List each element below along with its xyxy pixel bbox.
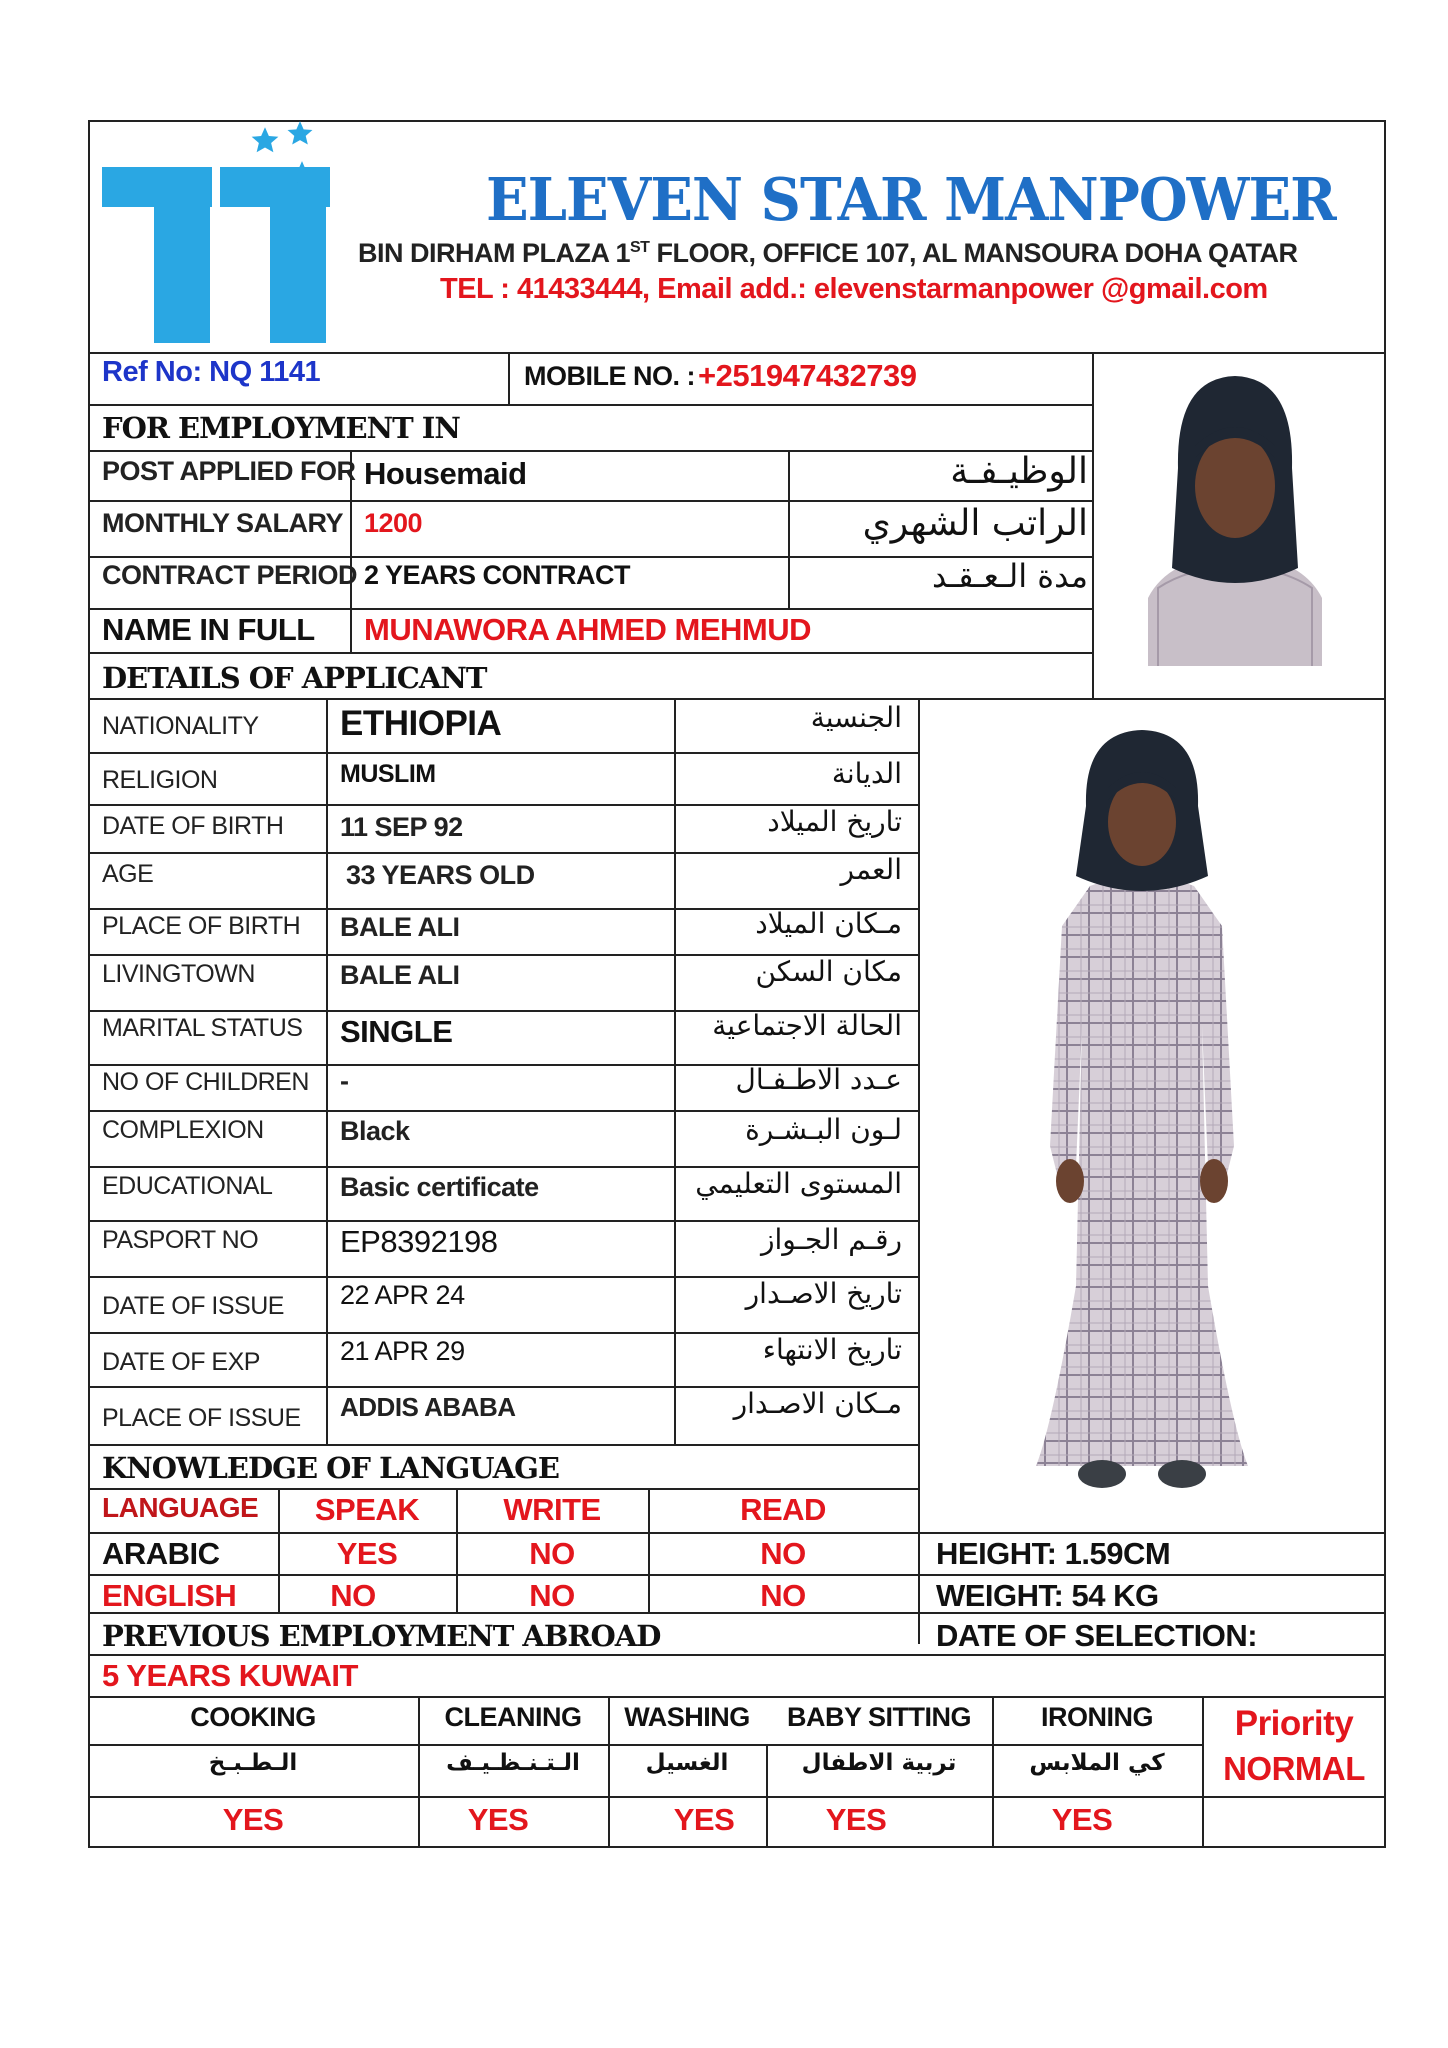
language-section-title: KNOWLEDGE OF LANGUAGE	[102, 1451, 560, 1485]
nationality-arabic: الجنسية	[810, 701, 902, 734]
ref-number: Ref No: NQ 1141	[102, 356, 321, 388]
skill-washing-value: YES	[673, 1802, 735, 1837]
educational-value: Basic certificate	[340, 1172, 539, 1202]
livingtown-value: BALE ALI	[340, 960, 460, 990]
post-applied-label: POST APPLIED FOR	[102, 456, 356, 486]
date-of-selection-label: DATE OF SELECTION:	[936, 1618, 1258, 1653]
skill-cleaning-label: CLEANING	[444, 1702, 582, 1732]
speak-header: SPEAK	[314, 1492, 420, 1527]
star-icon	[286, 120, 314, 153]
date-of-birth-label: DATE OF BIRTH	[102, 812, 284, 840]
age-value: 33 YEARS OLD	[346, 860, 535, 890]
skill-babysitting-value: YES	[825, 1802, 887, 1837]
mobile-label: MOBILE NO. :	[524, 361, 695, 391]
company-contact: TEL : 41433444, Email add.: elevenstarmanpower @gmail.com	[440, 273, 1268, 305]
skill-babysitting-label: BABY SITTING	[786, 1702, 971, 1732]
skill-ironing-arabic: كي الملابس	[1029, 1750, 1165, 1776]
nationality-value: ETHIOPIA	[340, 704, 502, 743]
date-of-issue-value: 22 APR 24	[340, 1280, 465, 1310]
passport-arabic: رقـم الجـواز	[761, 1223, 902, 1256]
contract-period-value: 2 YEARS CONTRACT	[364, 560, 631, 590]
date-of-birth-value: 11 SEP 92	[340, 812, 463, 842]
company-address: BIN DIRHAM PLAZA 1ST FLOOR, OFFICE 107, AL MANSOURA DOHA QATAR	[358, 238, 1298, 268]
language-arabic-read: NO	[760, 1536, 806, 1571]
skill-cooking-arabic: الـطـبـخ	[208, 1750, 298, 1776]
weight-value: WEIGHT: 54 KG	[936, 1578, 1159, 1613]
skill-ironing-label: IRONING	[1040, 1702, 1153, 1732]
skill-cleaning-value: YES	[467, 1802, 529, 1837]
marital-status-label: MARITAL STATUS	[102, 1014, 303, 1042]
language-english-name: ENGLISH	[102, 1578, 237, 1613]
children-arabic: عـدد الاطـفـال	[735, 1063, 902, 1096]
educational-label: EDUCATIONAL	[102, 1172, 273, 1200]
mobile-value: +251947432739	[698, 358, 917, 393]
language-arabic-write: NO	[529, 1536, 575, 1571]
date-of-issue-arabic: تاريخ الاصـدار	[745, 1277, 902, 1310]
date-of-issue-label: DATE OF ISSUE	[102, 1292, 284, 1320]
age-label: AGE	[102, 860, 154, 888]
age-arabic: العمر	[840, 853, 902, 886]
contract-period-arabic: مدة الـعـقـد	[931, 557, 1088, 595]
contract-period-label: CONTRACT PERIOD	[102, 560, 357, 590]
language-english-speak: NO	[330, 1578, 376, 1613]
language-english-read: NO	[760, 1578, 806, 1613]
skill-cooking-value: YES	[222, 1802, 284, 1837]
employment-section-title: FOR EMPLOYMENT IN	[102, 411, 460, 445]
priority-value: NORMAL	[1223, 1750, 1365, 1787]
previous-employment-value: 5 YEARS KUWAIT	[102, 1658, 358, 1693]
livingtown-label: LIVINGTOWN	[102, 960, 255, 988]
company-logo	[100, 122, 330, 352]
place-of-issue-arabic: مـكان الاصـدار	[733, 1387, 902, 1420]
skill-ironing-value: YES	[1051, 1802, 1113, 1837]
language-header: LANGUAGE	[102, 1492, 259, 1523]
place-of-issue-value: ADDIS ABABA	[340, 1392, 516, 1422]
passport-value: EP8392198	[340, 1224, 498, 1259]
date-of-exp-label: DATE OF EXP	[102, 1348, 260, 1376]
monthly-salary-arabic: الراتب الشهري	[862, 503, 1088, 544]
place-of-issue-label: PLACE OF ISSUE	[102, 1404, 301, 1432]
full-name-value: MUNAWORA AHMED MEHMUD	[364, 612, 811, 647]
monthly-salary-value: 1200	[364, 508, 423, 538]
height-value: HEIGHT: 1.59CM	[936, 1536, 1171, 1571]
religion-label: RELIGION	[102, 766, 218, 794]
star-icon	[288, 160, 316, 193]
skill-washing-arabic: الغسيل	[645, 1750, 729, 1776]
skill-cleaning-arabic: الـتـنـظـيـف	[446, 1750, 580, 1776]
language-arabic-speak: YES	[336, 1536, 398, 1571]
complexion-arabic: لـون البـشـرة	[745, 1113, 902, 1146]
marital-status-value: SINGLE	[340, 1014, 453, 1049]
applicant-portrait-photo	[1128, 368, 1342, 666]
previous-employment-title: PREVIOUS EMPLOYMENT ABROAD	[102, 1619, 661, 1653]
skill-babysitting-arabic: تربية الاطفال	[801, 1750, 957, 1776]
educational-arabic: المستوى التعليمي	[695, 1167, 902, 1200]
complexion-value: Black	[340, 1116, 410, 1146]
post-applied-arabic: الوظيـفـة	[950, 451, 1088, 492]
children-label: NO OF CHILDREN	[102, 1068, 309, 1096]
passport-label: PASPORT NO	[102, 1226, 259, 1254]
date-of-exp-arabic: تاريخ الانتهاء	[762, 1333, 902, 1366]
full-name-label: NAME IN FULL	[102, 612, 315, 647]
star-icon	[250, 126, 280, 161]
complexion-label: COMPLEXION	[102, 1116, 264, 1144]
religion-arabic: الديانة	[831, 757, 902, 790]
language-arabic-name: ARABIC	[102, 1536, 220, 1571]
read-header: READ	[740, 1492, 826, 1527]
priority-label: Priority	[1234, 1704, 1354, 1743]
monthly-salary-label: MONTHLY SALARY	[102, 508, 344, 538]
place-of-birth-arabic: مـكان الميلاد	[755, 907, 902, 940]
children-value: -	[340, 1066, 349, 1096]
company-name: ELEVEN STAR MANPOWER	[486, 165, 1336, 235]
skill-washing-label: WASHING	[624, 1702, 750, 1732]
write-header: WRITE	[503, 1492, 601, 1527]
post-applied-value: Housemaid	[364, 456, 527, 491]
place-of-birth-value: BALE ALI	[340, 912, 460, 942]
language-english-write: NO	[529, 1578, 575, 1613]
applicant-full-body-photo	[1012, 726, 1272, 1504]
skill-cooking-label: COOKING	[190, 1702, 316, 1732]
marital-status-arabic: الحالة الاجتماعية	[712, 1009, 902, 1042]
livingtown-arabic: مكان السكن	[755, 955, 902, 988]
place-of-birth-label: PLACE OF BIRTH	[102, 912, 301, 940]
date-of-birth-arabic: تاريخ الميلاد	[767, 805, 902, 838]
religion-value: MUSLIM	[340, 760, 436, 788]
nationality-label: NATIONALITY	[102, 712, 259, 740]
date-of-exp-value: 21 APR 29	[340, 1336, 465, 1366]
details-section-title: DETAILS OF APPLICANT	[102, 661, 487, 695]
